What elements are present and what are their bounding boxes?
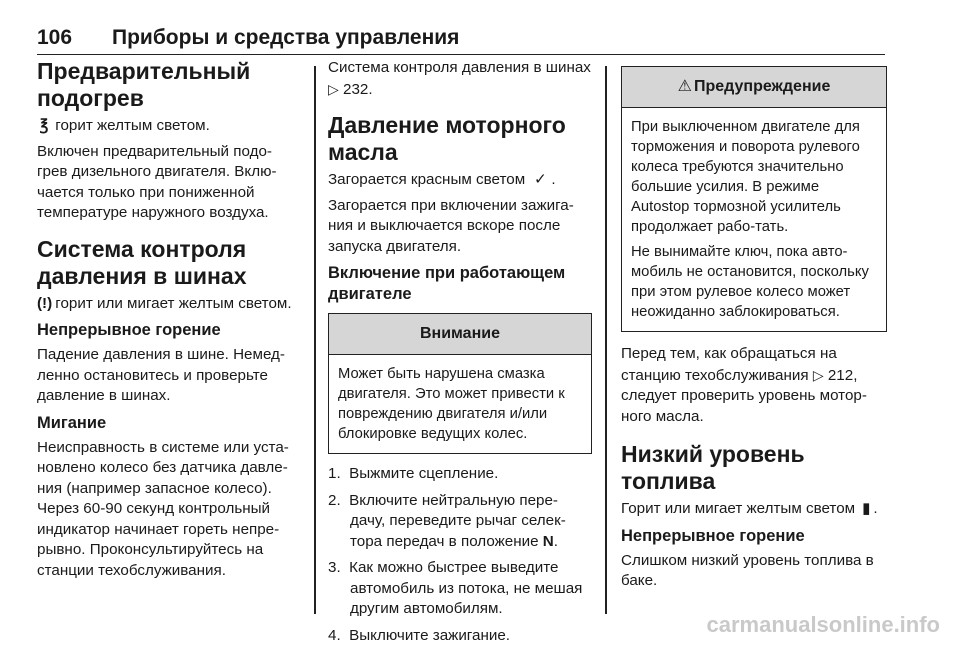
oil-running-heading: Включение при работающем двигателе <box>328 264 566 303</box>
column-2 <box>328 58 592 652</box>
glow-plug-icon: ℥ <box>39 117 49 134</box>
warning-text-1: При выключенном двигателе для торможения и поворота рулевого колеса требуются значительно большие усилия. В режиме Autostop тормозной усилитель продолжает рабо-тать. <box>631 119 860 235</box>
service-paragraph: Перед тем, как обращаться на станцию техобслуживания ▷ 212, следует проверить уровень мотор-ного масла. <box>621 345 867 425</box>
page-number: 106 <box>37 26 73 49</box>
caution-text: Может быть нарушена смазка двигателя. Это может привести к повреждению двигателя и/или блокировке ведущих колес. <box>338 366 565 442</box>
warning-header <box>622 67 886 108</box>
oil-steps <box>328 464 592 646</box>
oil-heading: Давление моторного масла <box>328 112 566 165</box>
watermark: carmanualsonline.info <box>706 612 940 637</box>
fuel-pump-icon: ▮ <box>862 500 871 517</box>
column-divider <box>605 66 607 614</box>
warning-title: Предупреждение <box>694 78 831 95</box>
tire-reference: Система контроля давления в шинах ▷ 232. <box>328 59 591 98</box>
fuel-status: Горит или мигает желтым светом ▮ . <box>621 499 887 520</box>
tire-status: (!) горит или мигает желтым светом. <box>37 294 299 315</box>
tire-heading: Система контроля давления в шинах <box>37 235 247 289</box>
warning-box <box>621 66 887 332</box>
tire-steady-heading: Непрерывное горение <box>37 321 221 339</box>
page-ref-icon: ▷ <box>328 80 339 97</box>
page-title: Приборы и средства управления <box>112 26 460 49</box>
list-item: 3. Как можно быстрее выведите автомобиль из потока, не мешая другим автомобилям. <box>328 559 583 617</box>
page-ref-icon: ▷ <box>812 366 824 383</box>
fuel-heading: Низкий уровень топлива <box>621 441 805 494</box>
caution-title: Внимание <box>329 314 591 355</box>
tire-steady-text: Падение давления в шине. Немед-ленно остановитесь и проверьте давление в шинах. <box>37 346 285 404</box>
list-item: 2. Включите нейтральную пере-дачу, переведите рычаг селек-тора передач в положение N. <box>328 491 566 550</box>
oil-status: Загорается красным светом ✓ . <box>328 170 592 191</box>
preheat-status: ℥ горит желтым светом. <box>37 116 299 137</box>
fuel-steady-text: Слишком низкий уровень топлива в баке. <box>621 551 874 589</box>
caution-box <box>328 313 592 454</box>
preheat-heading: Предварительный подогрев <box>37 58 251 111</box>
page-header <box>37 24 885 55</box>
preheat-description: Включен предварительный подо-грев дизельного двигателя. Вклю-чается только при пониженной температуре наружного воздуха. <box>37 142 277 221</box>
oil-can-icon: ✓ <box>534 171 547 188</box>
tire-pressure-icon: (!) <box>37 294 53 312</box>
oil-description: Загорается при включении зажига-ния и выключается вскоре после запуска двигателя. <box>328 196 574 255</box>
column-divider <box>314 66 316 614</box>
warning-triangle-icon: ⚠ <box>677 78 692 95</box>
page-ref-link[interactable]: 232. <box>343 80 373 98</box>
fuel-steady-heading: Непрерывное горение <box>621 526 805 545</box>
tire-blink-text: Неисправность в системе или уста-новлено колесо без датчика давле-ния (например запасное колесо). Через 60-90 секунд контрольный индикатор начинает гореть непре-рывно. Проконсультируйтесь на станции техобслуживания. <box>37 438 289 579</box>
list-item: 4. Выключите зажигание. <box>328 626 510 644</box>
list-item: 1. Выжмите сцепление. <box>328 465 499 482</box>
column-1 <box>37 58 299 586</box>
column-3 <box>621 58 887 597</box>
page-ref-link[interactable]: 212, <box>827 366 858 384</box>
tire-blink-heading: Мигание <box>37 413 107 432</box>
warning-text-2: Не вынимайте ключ, пока авто-мобиль не остановится, поскольку при этом рулевое колесо может неожиданно заблокироваться. <box>631 244 869 320</box>
